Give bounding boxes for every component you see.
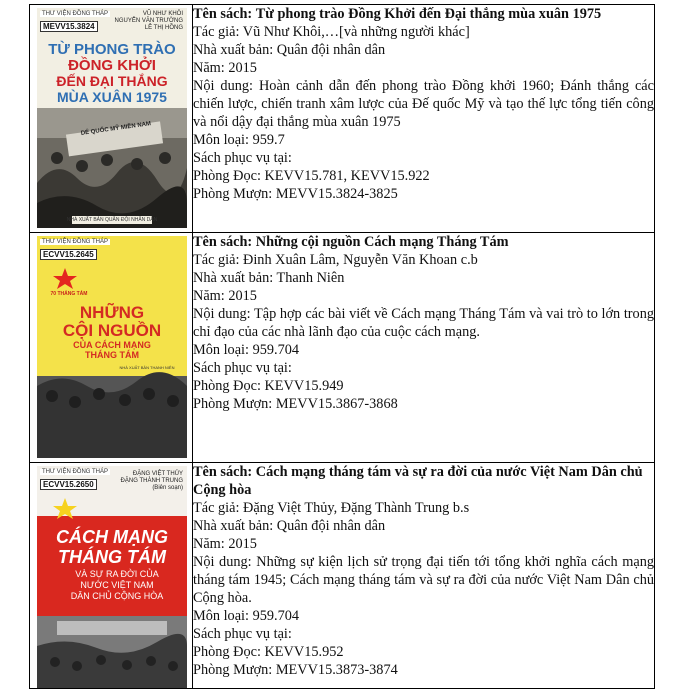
shelf-label: Sách phục vụ tại: xyxy=(193,150,292,166)
cover-title-line: CỦA CÁCH MẠNG xyxy=(73,340,151,350)
book-title: Từ phong trào Đồng Khởi đến Đại thắng mùa xuân 1975 xyxy=(255,6,602,22)
book-cover-3 xyxy=(37,466,187,688)
cover-title-line: ĐỒNG KHỞI xyxy=(68,57,156,74)
library-stamp: THƯ VIỆN ĐỒNG THÁP xyxy=(42,469,109,475)
cover-cell xyxy=(30,463,193,689)
author-line: Tác giả: Vũ Như Khôi,…[và những người khác] xyxy=(193,24,470,40)
reading-room-line: Phòng Đọc: KEVV15.952 xyxy=(193,644,344,660)
publisher-line: Nhà xuất bản: Thanh Niên xyxy=(193,270,345,286)
year-line: Năm: 2015 xyxy=(193,536,257,552)
lending-room-line: Phòng Mượn: MEVV15.3867-3868 xyxy=(193,396,398,412)
shelf-label: Sách phục vụ tại: xyxy=(193,626,292,642)
book-row xyxy=(30,233,655,463)
call-number-label: MEVV15.3824 xyxy=(40,21,98,32)
cover-subtitle-line: NƯỚC VIỆT NAM xyxy=(80,580,154,590)
cover-cell xyxy=(30,233,193,463)
cover-author: NGUYỄN VĂN TRƯỜNG xyxy=(114,18,183,24)
cover-title-line: MÙA XUÂN 1975 xyxy=(57,89,167,105)
lending-room-line: Phòng Mượn: MEVV15.3824-3825 xyxy=(193,186,398,202)
cover-author: ĐẶNG VIỆT THỦY xyxy=(132,471,183,477)
shelf-label: Sách phục vụ tại: xyxy=(193,360,292,376)
cover-authors xyxy=(121,471,183,492)
cover-subtitle-line: VÀ SỰ RA ĐỜI CỦA xyxy=(75,569,159,579)
cover-title-line: CÁCH MẠNG xyxy=(56,527,168,547)
cover-title-line: TỪ PHONG TRÀO xyxy=(48,41,176,58)
year-line: Năm: 2015 xyxy=(193,288,257,304)
content-line: Nội dung: Hoàn cảnh dẫn đến phong trào Đồng khởi 1960; Đánh thắng các chiến lược, chiến tranh xâm lược của Đế quốc Mỹ và tạo thế lực tổng tiến công và nổi dậy đại thắng mùa xuân 1975 xyxy=(193,78,654,130)
cover-author: (Biên soạn) xyxy=(152,485,183,491)
call-number-label: ECVV15.2650 xyxy=(40,479,97,490)
class-line: Môn loại: 959.7 xyxy=(193,132,285,148)
book-info-cell xyxy=(193,5,655,233)
cover-title-line: THÁNG TÁM xyxy=(58,547,166,567)
book-info-cell xyxy=(193,233,655,463)
book-row xyxy=(30,463,655,689)
cover-publisher: NHÀ XUẤT BẢN QUÂN ĐỘI NHÂN DÂN xyxy=(66,217,158,223)
book-row xyxy=(30,5,655,233)
cover-title-line: CỘI NGUỒN xyxy=(62,321,162,340)
cover-cell xyxy=(30,5,193,233)
cover-title-line: ĐẾN ĐẠI THẮNG xyxy=(56,73,168,89)
cover-title-line: NHỮNG xyxy=(79,303,145,322)
content-line: Nội dung: Tập hợp các bài viết về Cách mạng Tháng Tám và vai trò to lớn trong chỉ đạo của các nhà lãnh đạo của cuộc cách mạng. xyxy=(193,306,654,340)
book-info-cell xyxy=(193,463,655,689)
publisher-line: Nhà xuất bản: Quân đội nhân dân xyxy=(193,518,386,534)
content-line: Nội dung: Những sự kiện lịch sử trọng đại tiến tới tổng khởi nghĩa cách mạng tháng tám 1945; Cách mạng tháng tám và sự ra đời của nước Việt Nam Dân chủ Cộng hòa. xyxy=(193,554,654,606)
class-line: Môn loại: 959.704 xyxy=(193,342,300,358)
cover-authors xyxy=(115,11,184,32)
lending-room-line: Phòng Mượn: MEVV15.3873-3874 xyxy=(193,662,398,678)
reading-room-line: Phòng Đọc: KEVV15.949 xyxy=(193,378,344,394)
cover-subtitle-line: DÂN CHỦ CỘNG HÒA xyxy=(70,591,164,601)
library-stamp: THƯ VIỆN ĐỒNG THÁP xyxy=(42,239,109,245)
cover-badge: 70 THÁNG TÁM xyxy=(50,291,88,297)
call-number-label: ECVV15.2645 xyxy=(40,249,97,260)
cover-author: ĐẶNG THÀNH TRUNG xyxy=(120,478,183,484)
book-cover-1 xyxy=(37,8,187,228)
book-title: Cách mạng tháng tám và sự ra đời của nước Việt Nam Dân chủ Cộng hòa xyxy=(193,464,643,498)
book-catalog-table xyxy=(29,4,655,689)
class-line: Môn loại: 959.704 xyxy=(193,608,300,624)
author-line: Tác giả: Đinh Xuân Lâm, Nguyễn Văn Khoan c.b xyxy=(193,252,478,268)
book-cover-2 xyxy=(37,236,187,458)
book-title: Những cội nguồn Cách mạng Tháng Tám xyxy=(255,234,509,250)
reading-room-line: Phòng Đọc: KEVV15.781, KEVV15.922 xyxy=(193,168,430,184)
cover-author: LÊ THỊ HỒNG xyxy=(144,25,183,31)
title-label: Tên sách: xyxy=(193,234,253,250)
author-line: Tác giả: Đặng Việt Thủy, Đặng Thành Trung b.s xyxy=(193,500,470,516)
cover-author: VŨ NHƯ KHÔI xyxy=(142,11,183,17)
library-stamp: THƯ VIỆN ĐỒNG THÁP xyxy=(42,11,109,17)
title-label: Tên sách: xyxy=(193,464,253,480)
cover-banner-text: DÉ QUỐC MỸ MIỀN NAM xyxy=(80,121,152,137)
cover-publisher: NHÀ XUẤT BẢN THANH NIÊN xyxy=(119,365,175,370)
publisher-line: Nhà xuất bản: Quân đội nhân dân xyxy=(193,42,386,58)
title-label: Tên sách: xyxy=(193,6,253,22)
year-line: Năm: 2015 xyxy=(193,60,257,76)
cover-title-line: THÁNG TÁM xyxy=(85,350,139,360)
